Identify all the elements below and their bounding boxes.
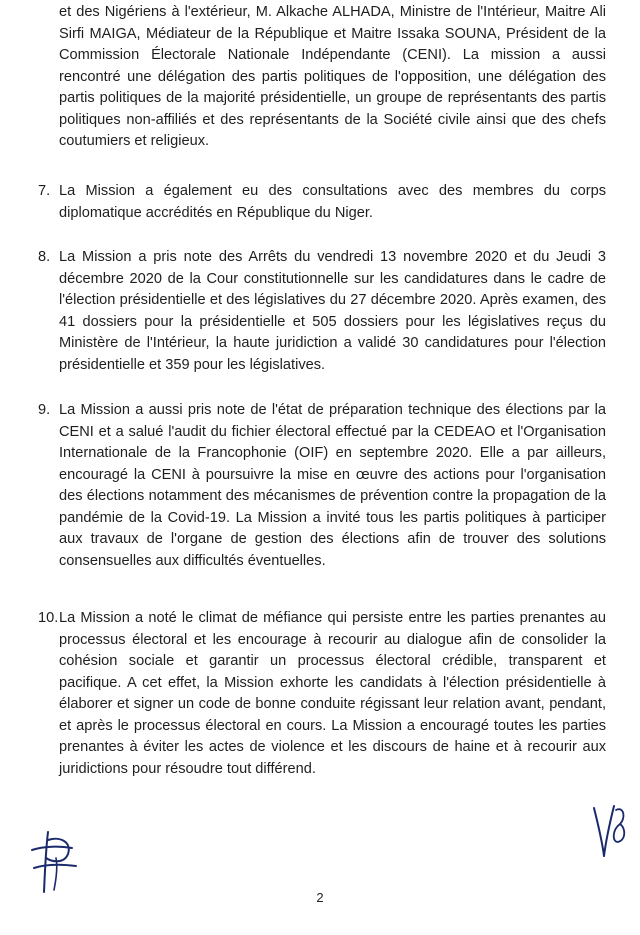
item-number: 9.: [38, 402, 51, 418]
left-initials-signature: [26, 828, 86, 896]
item-number: 8.: [38, 249, 51, 265]
list-item-7: [38, 181, 606, 224]
intro-paragraph: et des Nigériens à l'extérieur, M. Alkache ALHADA, Ministre de l'Intérieur, Maitre Ali Sirfi MAIGA, Médiateur de la République et Maitre Issaka SOUNA, Président de la Commission Électorale Nationale Indépendante (CENI). La mission a aussi rencontré une délégation des partis politiques de l'opposition, une délégation des partis politiques de la majorité présidentielle, un groupe de représentants des partis politiques non-affiliés et des représentants de la Société civile ainsi que des chefs coutumiers et religieux.: [59, 4, 606, 149]
item-text: La Mission a également eu des consultations avec des membres du corps diplomatique accrédités en République du Niger.: [59, 183, 606, 221]
list-item-9: [38, 400, 606, 572]
item-number: 10.: [38, 610, 59, 626]
item-text: La Mission a noté le climat de méfiance qui persiste entre les parties prenantes au processus électoral et les encourage à recourir au dialogue afin de consolider la cohésion sociale et garantir un processus électoral crédible, transparent et pacifique. A cet effet, la Mission exhorte les candidats à l'élection présidentielle à élaborer et signer un code de bonne conduite régissant leur relation avant, pendant, et après le processus électoral en cours. La Mission a encouragé toutes les parties prenantes à éviter les actes de violence et les discours de haine et à recourir aux juridictions pour résoudre tout différend.: [59, 610, 606, 777]
right-initials-signature: [590, 800, 630, 860]
item-text: La Mission a aussi pris note de l'état de préparation technique des élections par la CENI et a salué l'audit du fichier électoral effectué par la CEDEAO et l'Organisation Internationale de la Francophonie (OIF) en septembre 2020. Elle a par ailleurs, encouragé la CENI à poursuivre la mise en œuvre des actions pour l'organisation des élections notamment des mécanismes de prévention contre la propagation de la pandémie de la Covid-19. La Mission a invité tous les partis politiques à participer aux travaux de l'organe de gestion des élections afin de trouver des solutions consensuelles aux difficultés éventuelles.: [59, 402, 606, 569]
list-item-8: [38, 247, 606, 376]
item-number: 7.: [38, 183, 51, 199]
page-number: 2: [316, 890, 324, 905]
item-text: La Mission a pris note des Arrêts du vendredi 13 novembre 2020 et du Jeudi 3 décembre 2020 de la Cour constitutionnelle sur les candidatures dans le cadre de l'élection présidentielle et des législatives du 27 décembre 2020. Après examen, des 41 dossiers pour la présidentielle et 505 dossiers pour les législatives reçus du Ministère de l'Intérieur, la haute juridiction a validé 30 candidatures pour l'élection présidentielle et 359 pour les législatives.: [59, 249, 606, 373]
list-item-10: [38, 608, 606, 780]
